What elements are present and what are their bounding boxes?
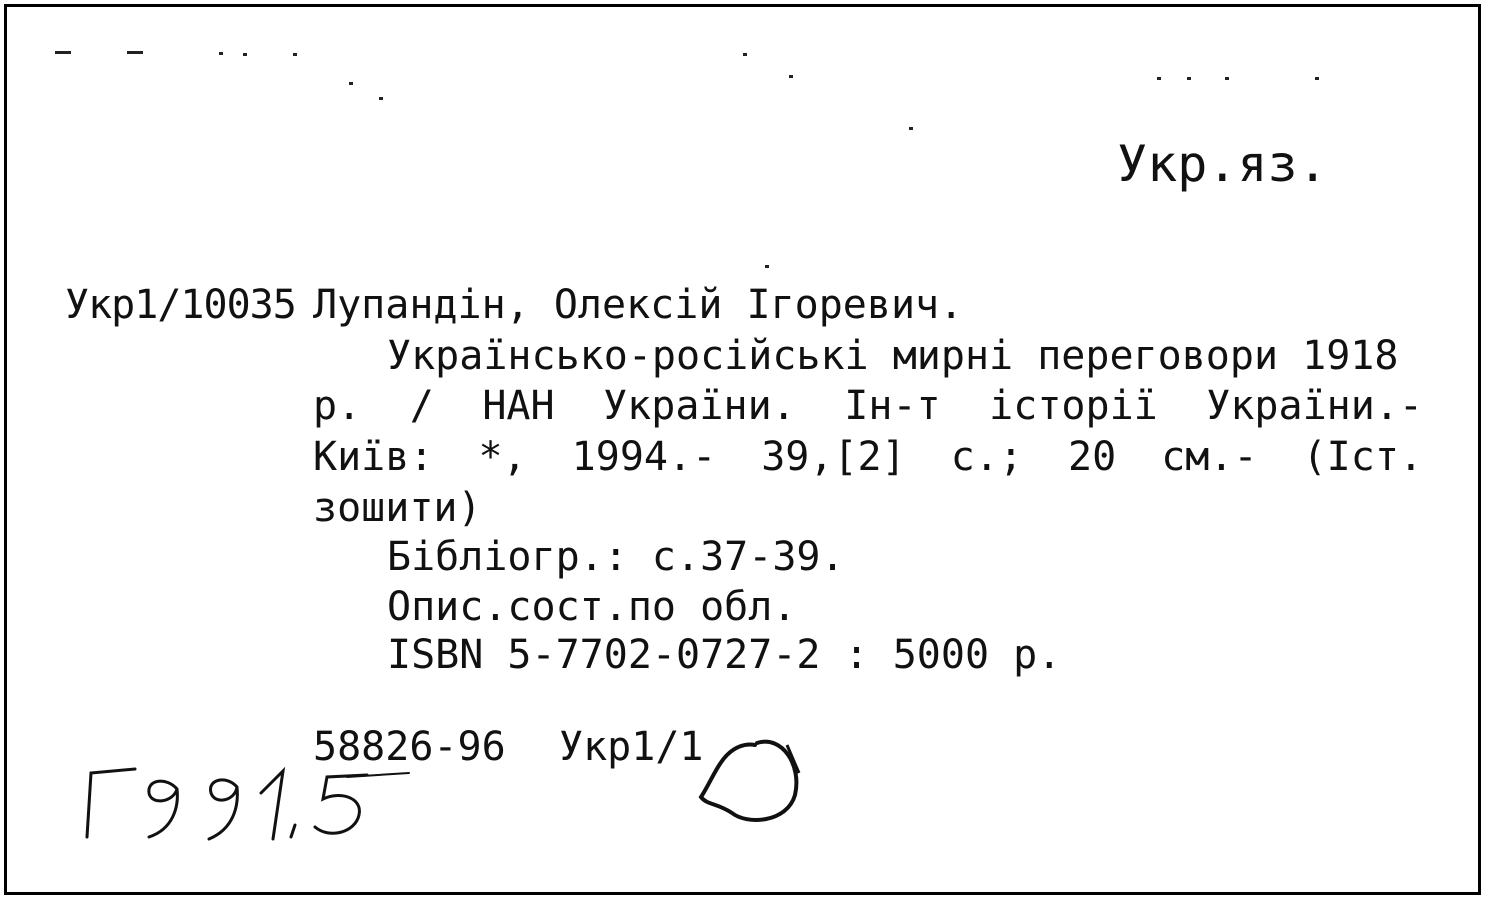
description-note: Опис.сост.по обл. <box>387 584 797 630</box>
language-tag: Укр.яз. <box>1117 135 1328 193</box>
author-heading: Лупандін, Олексій Ігоревич. <box>313 282 964 328</box>
handwritten-loop-mark <box>687 725 817 835</box>
call-number: Укр1/10035 <box>65 282 296 328</box>
catalog-card <box>4 4 1481 895</box>
accession-number: 58826-96 <box>313 724 506 770</box>
accession-call-number: Укр1/1 <box>559 724 704 770</box>
isbn-price: ISBN 5-7702-0727-2 : 5000 р. <box>387 632 1062 678</box>
imprint-line-3: Київ: *, 1994.- 39,[2] с.; 20 см.- (Іст. <box>313 434 1423 480</box>
handwritten-classification <box>77 759 437 849</box>
title-line: Українсько-російські мирні переговори 1918 <box>387 333 1399 379</box>
imprint-line-2: р. / НАН України. Ін-т історії України.- <box>313 383 1423 429</box>
series-line: зошити) <box>313 485 482 531</box>
bibliography-note: Бібліогр.: с.37-39. <box>387 534 845 580</box>
